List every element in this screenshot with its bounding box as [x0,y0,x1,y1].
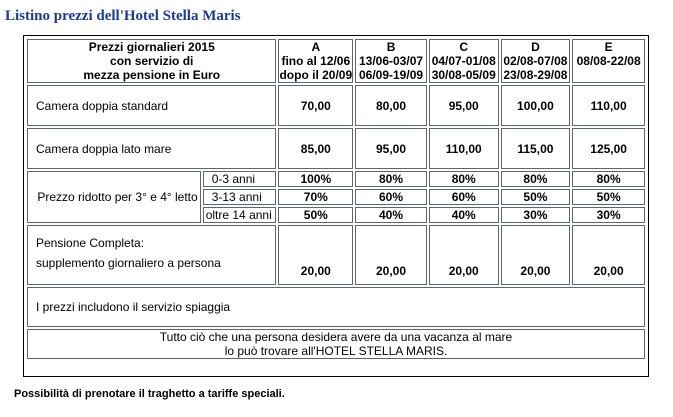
column-letter: D [531,40,540,54]
slogan-cell [27,329,645,359]
price-cell: 95,00 [429,85,499,126]
column-period-1: 02/08-07/08 [503,54,568,68]
column-period-2: 30/08-05/09 [431,68,496,82]
column-letter: A [311,40,321,54]
column-header-c [429,39,499,83]
price-cell: 110,00 [572,85,645,126]
table-row [27,85,645,126]
price-cell: 110,00 [429,128,499,169]
header-cell [27,39,276,83]
percent-cell: 50% [278,207,353,223]
percent-cell: 60% [355,189,427,205]
price-cell: 20,00 [429,225,499,285]
age-range: 0-3 anni [203,171,277,187]
column-period-2: dopo il 20/09 [279,68,353,82]
price-cell: 20,00 [355,225,427,285]
column-period-2: 06/09-19/09 [358,68,424,82]
footer-note: Possibilità di prenotare il traghetto a tariffe speciali. [14,388,285,400]
price-table [25,37,647,361]
column-header-a [278,39,353,83]
table-row [27,287,645,327]
column-period-1: 08/08-22/08 [576,54,641,68]
full-board-title: Pensione Completa: [36,236,145,250]
header-line-3: mezza pensione in Euro [83,68,221,82]
column-letter: C [459,40,469,54]
full-board-subtitle: supplemento giornaliero a persona [36,256,221,270]
table-row [27,171,645,187]
percent-cell: 50% [572,189,645,205]
percent-cell: 30% [572,207,645,223]
page-title: Listino prezzi dell'Hotel Stella Maris [5,8,241,24]
percent-cell: 100% [278,171,353,187]
column-period-2: 23/08-29/08 [503,68,568,82]
age-range: 3-13 anni [203,189,277,205]
percent-cell: 80% [355,171,427,187]
slogan-line-1: Tutto ciò che una persona desidera avere da una vacanza al mare [159,330,513,344]
price-cell: 20,00 [501,225,571,285]
row-label [27,225,276,285]
price-cell: 125,00 [572,128,645,169]
age-range: oltre 14 anni [203,207,277,223]
percent-cell: 80% [501,171,571,187]
column-letter: E [604,40,613,54]
price-cell: 20,00 [278,225,353,285]
percent-cell: 40% [429,207,499,223]
price-cell: 100,00 [501,85,571,126]
price-cell: 70,00 [278,85,353,126]
table-row [27,225,645,285]
price-cell: 80,00 [355,85,427,126]
column-header-b [355,39,427,83]
price-cell: 85,00 [278,128,353,169]
percent-cell: 60% [429,189,499,205]
header-row [27,39,645,83]
slogan-line-2: lo può trovare all'HOTEL STELLA MARIS. [224,344,448,358]
row-label: Camera doppia lato mare [27,128,276,169]
row-label: Prezzo ridotto per 3° e 4° letto [27,171,201,223]
column-letter: B [386,40,396,54]
price-cell: 95,00 [355,128,427,169]
percent-cell: 80% [429,171,499,187]
price-cell: 115,00 [501,128,571,169]
column-period-1: 13/06-03/07 [358,54,424,68]
column-header-e [572,39,645,83]
note-text: I prezzi includono il servizio spiaggia [27,287,645,327]
price-cell: 20,00 [572,225,645,285]
table-row [27,128,645,169]
row-label: Camera doppia standard [27,85,276,126]
header-line-2: con servizio di [110,54,194,68]
column-header-d [501,39,571,83]
column-period-1: 04/07-01/08 [431,54,496,68]
header-line-1: Prezzi giornalieri 2015 [88,40,215,54]
percent-cell: 80% [572,171,645,187]
table-row [27,329,645,359]
percent-cell: 70% [278,189,353,205]
percent-cell: 30% [501,207,571,223]
percent-cell: 40% [355,207,427,223]
percent-cell: 50% [501,189,571,205]
column-period-1: fino al 12/06 [281,54,351,68]
